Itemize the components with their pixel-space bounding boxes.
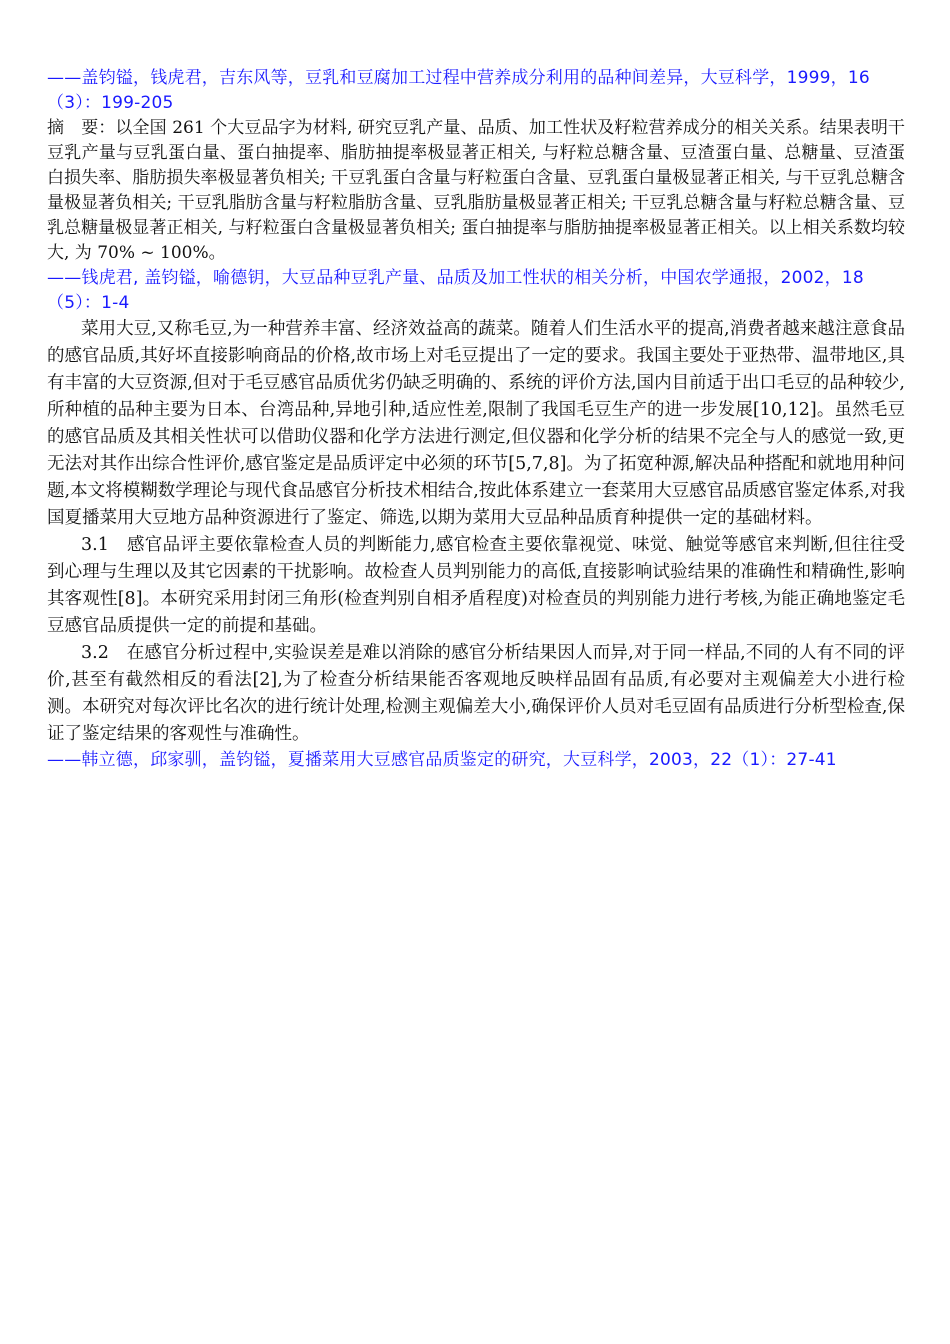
citation-1: ——盖钧镒，钱虎君，吉东风等，豆乳和豆腐加工过程中营养成分利用的品种间差异，大豆科学，1999，16（3）：199-205 — [47, 68, 870, 113]
citation-2: ——钱虎君, 盖钧镒，喻德钥，大豆品种豆乳产量、品质及加工性状的相关分析，中国农学通报，2002，18（5）：1-4 — [47, 268, 864, 313]
paragraph-3-1: 3.1 感官品评主要依靠检查人员的判断能力,感官检查主要依靠视觉、味觉、触觉等感官来判断,但往往受到心理与生理以及其它因素的干扰影响。故检查人员判别能力的高低,直接影响试验结果的准确性和精确性,影响其客观性[8]。本研究采用封闭三角形(检查判别自相矛盾程度)对检查员的判别能力进行考核,为能正确地鉴定毛豆感官品质提供一定的前提和基础。 — [47, 535, 905, 636]
abstract — [47, 116, 905, 266]
paragraph-3-2: 3.2 在感官分析过程中,实验误差是难以消除的感官分析结果因人而异,对于同一样品,不同的人有不同的评价,甚至有截然相反的看法[2],为了检查分析结果能否客观地反映样品固有品质,有必要对主观偏差大小进行检测。本研究对每次评比名次的进行统计处理,检测主观偏差大小,确保评价人员对毛豆固有品质进行分析型检查,保证了鉴定结果的客观性与准确性。 — [47, 643, 905, 744]
document-page — [47, 66, 905, 773]
paragraph-intro: 菜用大豆,又称毛豆,为一种营养丰富、经济效益高的蔬菜。随着人们生活水平的提高,消费者越来越注意食品的感官品质,其好坏直接影响商品的价格,故市场上对毛豆提出了一定的要求。我国主要处于亚热带、温带地区,具有丰富的大豆资源,但对于毛豆感官品质优劣仍缺乏明确的、系统的评价方法,国内目前适于出口毛豆的品种较少,所种植的品种主要为日本、台湾品种,异地引种,适应性差,限制了我国毛豆生产的进一步发展[10,12]。虽然毛豆的感官品质及其相关性状可以借助仪器和化学方法进行测定,但仪器和化学分析的结果不完全与人的感觉一致,更无法对其作出综合性评价,感官鉴定是品质评定中必须的环节[5,7,8]。为了拓宽种源,解决品种搭配和就地用种问题,本文将模糊数学理论与现代食品感官分析技术相结合,按此体系建立一套菜用大豆感官品质感官鉴定体系,对我国夏播菜用大豆地方品种资源进行了鉴定、筛选,以期为菜用大豆品种品质育种提供一定的基础材料。 — [47, 319, 905, 528]
abstract-text: 以全国 261 个大豆品字为材料, 研究豆乳产量、品质、加工性状及籽粒营养成分的相关关系。结果表明干豆乳产量与豆乳蛋白量、蛋白抽提率、脂肪抽提率极显著正相关, 与籽粒总糖含量、豆渣蛋白量、总糖量、豆渣蛋白损失率、脂肪损失率极显著负相关; 干豆乳蛋白含量与籽粒蛋白含量、豆乳蛋白量极显著正相关, 与干豆乳总糖含量极显著负相关; 干豆乳脂肪含量与籽粒脂肪含量、豆乳脂肪量极显著正相关; 干豆乳总糖含量与籽粒总糖含量、豆乳总糖量极显著正相关, 与籽粒蛋白含量极显著负相关; 蛋白抽提率与脂肪抽提率极显著正相关。以上相关系数均较大, 为 70% ~ 100%。 — [47, 118, 906, 263]
citation-3: ——韩立德，邱家驯，盖钧镒，夏播菜用大豆感官品质鉴定的研究，大豆科学，2003，22（1）：27-41 — [47, 750, 837, 770]
abstract-label: 摘 要： — [47, 118, 116, 138]
